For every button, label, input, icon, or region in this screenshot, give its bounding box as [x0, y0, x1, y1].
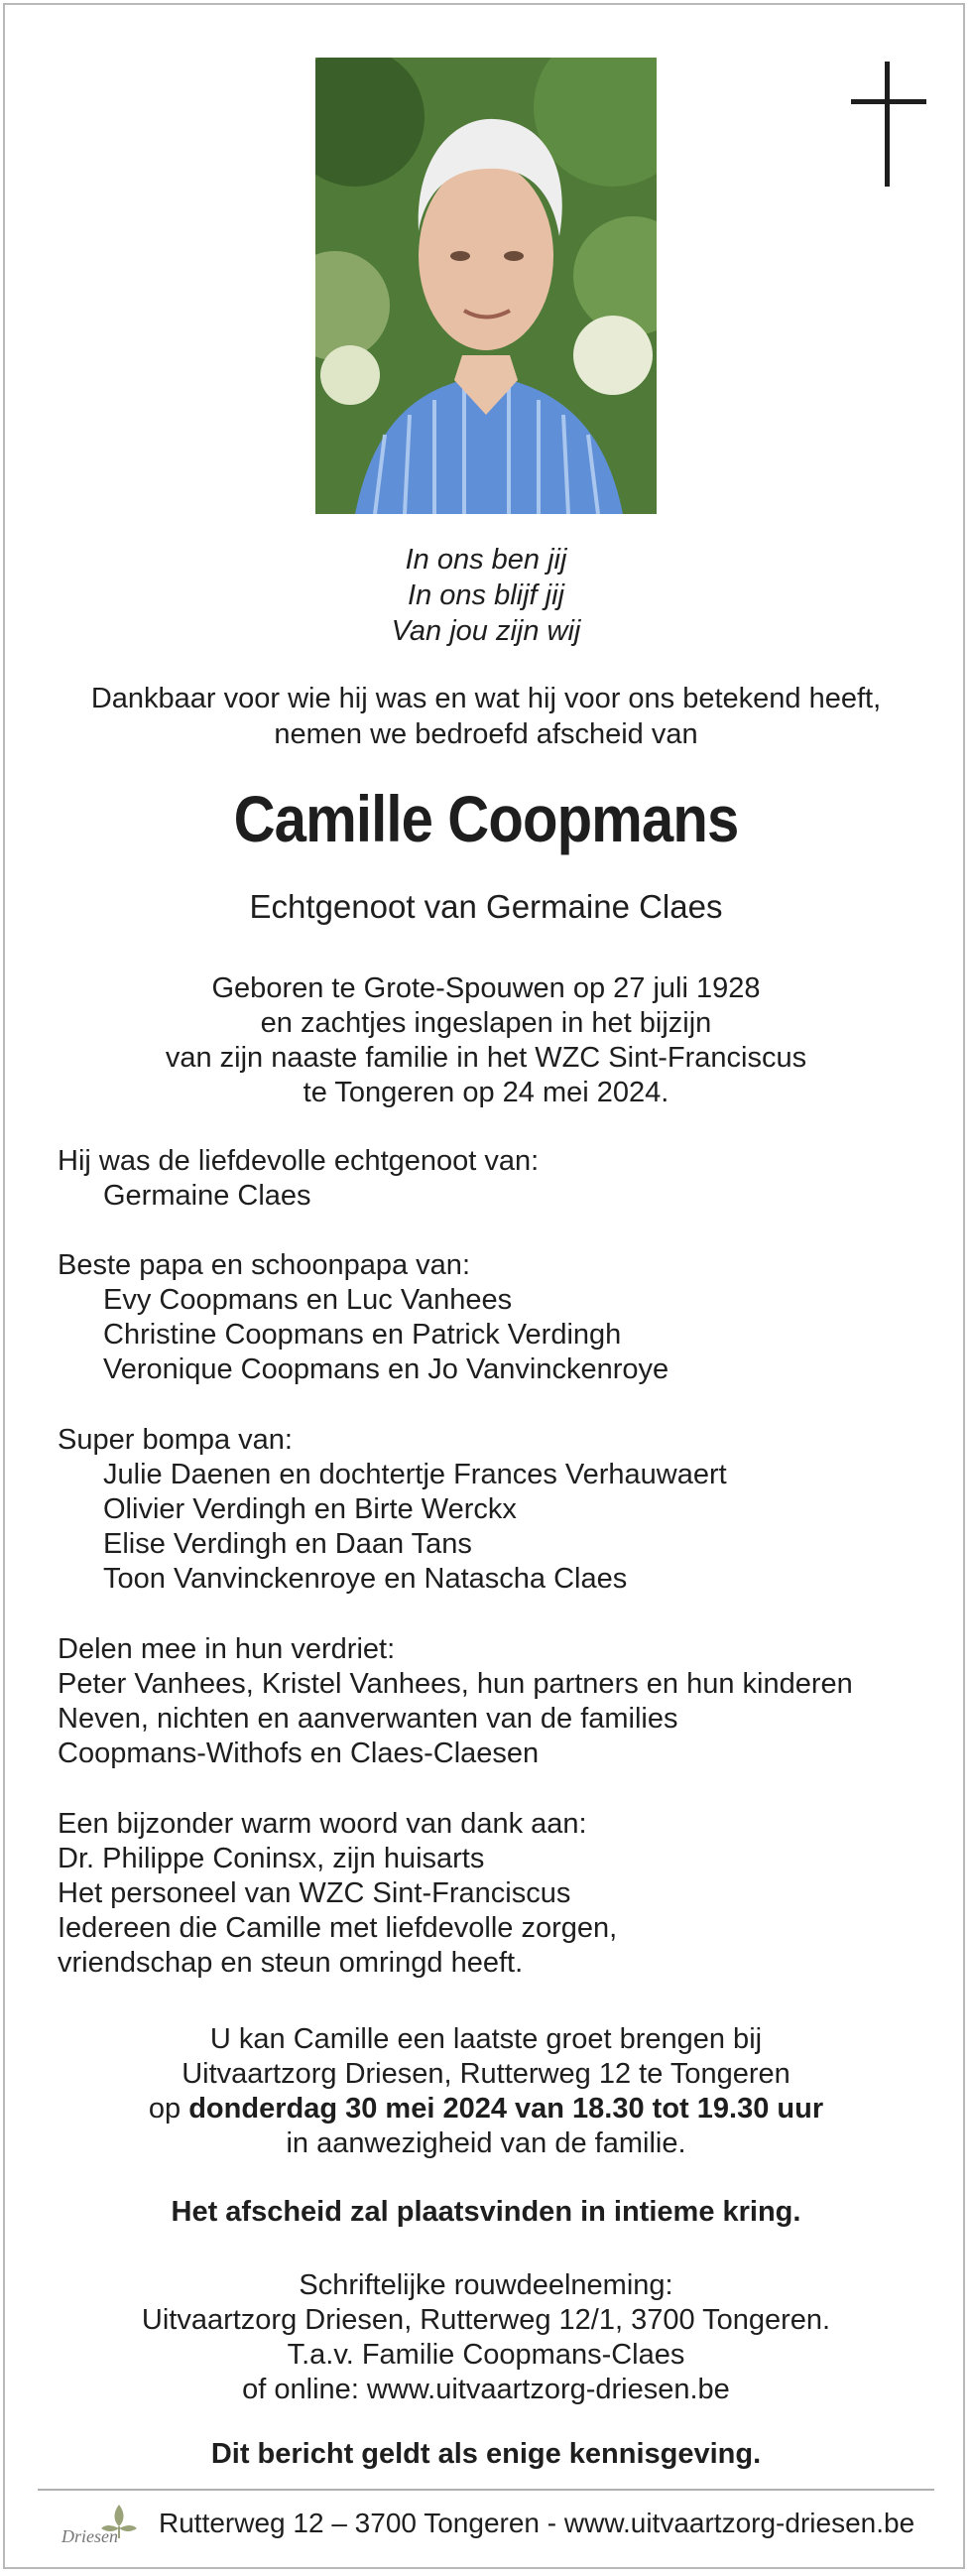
- section-heading: Beste papa en schoonpapa van:: [58, 1249, 470, 1281]
- visit-line: in aanwezigheid van de familie.: [286, 2127, 686, 2159]
- birth-death-text: [0, 971, 972, 1110]
- thanks-line: Iedereen die Camille met liefdevolle zorgen,: [58, 1912, 618, 1944]
- section-heading: Delen mee in hun verdriet:: [58, 1633, 396, 1665]
- section-heading: Hij was de liefdevolle echtgenoot van:: [58, 1145, 540, 1177]
- family-member: Christine Coopmans en Patrick Verdingh: [103, 1319, 622, 1351]
- children-section: [58, 1248, 668, 1387]
- leaf-logo-icon: [60, 2499, 143, 2554]
- family-member: Julie Daenen en dochtertje Frances Verhauwaert: [103, 1459, 727, 1490]
- poem: [0, 542, 972, 649]
- birth-death-line: en zachtjes ingeslapen in het bijzijn: [260, 1007, 712, 1039]
- logo-text: Driesen: [61, 2526, 118, 2546]
- poem-line: In ons ben jij: [405, 544, 567, 576]
- visitation-info: [0, 2022, 972, 2161]
- sole-notice: Dit bericht geldt als enige kennisgeving.: [210, 2438, 762, 2470]
- ceremony-note: Het afscheid zal plaatsvinden in intieme kring.: [171, 2196, 801, 2228]
- family-member: Toon Vanvinckenroye en Natascha Claes: [103, 1563, 628, 1595]
- intro-line: Dankbaar voor wie hij was en wat hij voor ons betekend heeft,: [90, 683, 882, 714]
- family-member: Olivier Verdingh en Birte Werckx: [103, 1493, 517, 1525]
- written-condolence: [0, 2268, 972, 2407]
- cross-icon: [851, 62, 926, 187]
- section-heading: Super bompa van:: [58, 1424, 293, 1456]
- visit-line: [0, 2092, 972, 2126]
- deceased-name: Camille Coopmans: [233, 782, 739, 855]
- visit-line: U kan Camille een laatste groet brengen bij: [209, 2023, 763, 2055]
- visit-prefix: op: [148, 2093, 189, 2125]
- birth-death-line: Geboren te Grote-Spouwen op 27 juli 1928: [211, 972, 761, 1004]
- condolence-line: T.a.v. Familie Coopmans-Claes: [287, 2339, 685, 2371]
- family-member: Evy Coopmans en Luc Vanhees: [103, 1284, 513, 1316]
- condolence-line: Uitvaartzorg Driesen, Rutterweg 12/1, 3700 Tongeren.: [141, 2304, 831, 2336]
- poem-line: Van jou zijn wij: [391, 615, 581, 647]
- intro-text: [0, 681, 972, 752]
- thanks-line: Dr. Philippe Coninsx, zijn huisarts: [58, 1843, 485, 1874]
- footer-address: Rutterweg 12 – 3700 Tongeren - www.uitvaartzorg-driesen.be: [159, 2508, 915, 2538]
- poem-line: In ons blijf jij: [408, 580, 564, 611]
- grief-line: Neven, nichten en aanverwanten van de families: [58, 1703, 678, 1735]
- visit-date-time: donderdag 30 mei 2024 van 18.30 tot 19.30 uur: [188, 2093, 824, 2125]
- spouse-section: [58, 1144, 539, 1214]
- grief-line: Coopmans-Withofs en Claes-Claesen: [58, 1738, 540, 1769]
- family-member: Veronique Coopmans en Jo Vanvinckenroye: [103, 1353, 669, 1385]
- spouse-line: Echtgenoot van Germaine Claes: [249, 888, 723, 925]
- birth-death-line: te Tongeren op 24 mei 2024.: [303, 1077, 669, 1108]
- thanks-line: vriendschap en steun omringd heeft.: [58, 1947, 524, 1979]
- grief-line: Peter Vanhees, Kristel Vanhees, hun partners en hun kinderen: [58, 1668, 853, 1700]
- condolence-line: Schriftelijke rouwdeelneming:: [299, 2269, 673, 2301]
- footer-divider: [38, 2489, 934, 2491]
- thanks-section: [58, 1807, 617, 1981]
- grief-section: [58, 1632, 853, 1771]
- thanks-line: Het personeel van WZC Sint-Franciscus: [58, 1877, 571, 1909]
- family-member: Elise Verdingh en Daan Tans: [103, 1528, 472, 1560]
- grandchildren-section: [58, 1423, 727, 1597]
- condolence-line: of online: www.uitvaartzorg-driesen.be: [242, 2374, 730, 2405]
- portrait-photo: [315, 58, 657, 514]
- family-member: Germaine Claes: [103, 1180, 311, 1212]
- visit-line: Uitvaartzorg Driesen, Rutterweg 12 te Tongeren: [182, 2058, 790, 2090]
- intro-line: nemen we bedroefd afscheid van: [274, 718, 698, 750]
- section-heading: Een bijzonder warm woord van dank aan:: [58, 1808, 587, 1840]
- birth-death-line: van zijn naaste familie in het WZC Sint-Franciscus: [165, 1042, 807, 1074]
